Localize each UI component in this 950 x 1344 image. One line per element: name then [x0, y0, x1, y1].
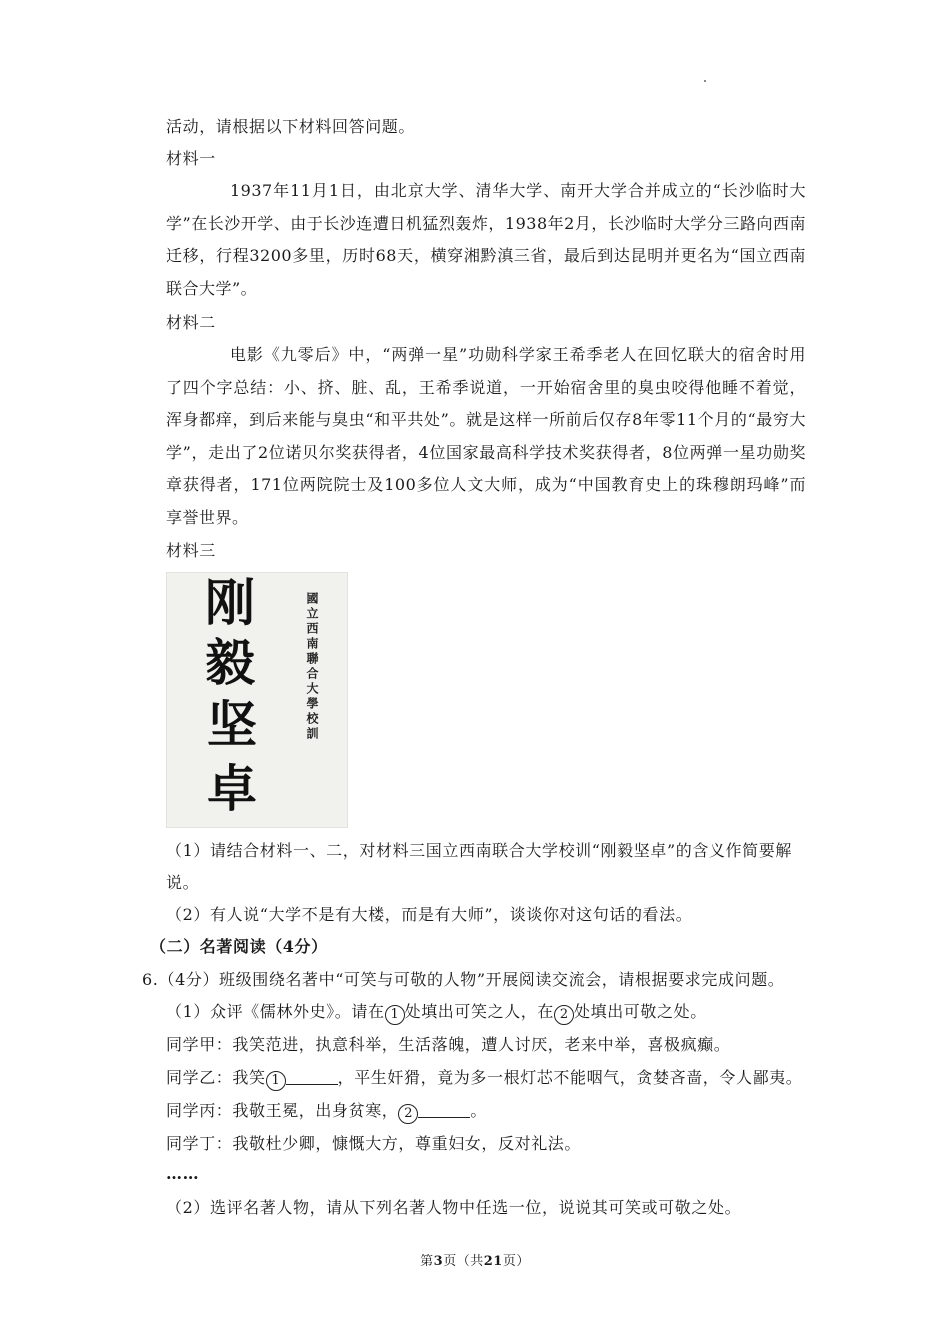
school-motto-calligraphy-image: [166, 572, 348, 828]
question-1-line-1: （1）请结合材料一、二，对材料三国立西南联合大学校训“刚毅坚卓”的含义作简要解: [166, 841, 792, 860]
student-b-line: [166, 1068, 802, 1091]
footer-total-pages: 21: [483, 1254, 503, 1269]
footer-page-number: 3: [433, 1254, 444, 1269]
circled-marker-1: 1: [266, 1071, 286, 1091]
circled-marker-2: 2: [554, 1005, 574, 1025]
material-2-title: 材料二: [166, 313, 216, 332]
student-c-pre: 同学丙：我敬王冕，出身贫寒，: [166, 1101, 399, 1120]
question-6-2: （2）选评名著人物，请从下列名著人物中任选一位，说说其可笑或可敬之处。: [166, 1198, 742, 1217]
material-1-title: 材料一: [166, 149, 216, 168]
footer-mid: 页（共: [443, 1254, 484, 1269]
student-b-pre: 同学乙：我笑: [166, 1068, 266, 1087]
question-6-1-post: 处填出可敬之处。: [574, 1002, 707, 1021]
section-2-heading: （二）名著阅读（4分）: [150, 937, 328, 956]
circled-marker-1: 1: [385, 1005, 405, 1025]
student-c-post: 。: [470, 1101, 488, 1120]
motto-char-1: 刚: [205, 573, 255, 632]
answer-blank-2[interactable]: [418, 1101, 470, 1118]
speck-mark: [704, 80, 706, 82]
question-6: 6.（4分）班级围绕名著中“可笑与可敬的人物”开展阅读交流会，请根据要求完成问题。: [142, 970, 785, 989]
question-1-line-2: 说。: [166, 873, 200, 892]
footer-pre: 第: [420, 1254, 434, 1269]
student-d-line: 同学丁：我敬杜少卿，慷慨大方，尊重妇女，反对礼法。: [166, 1134, 582, 1153]
student-a-line: 同学甲：我笑范进，执意科举，生活落魄，遭人讨厌，老来中举，喜极疯癫。: [166, 1035, 731, 1054]
question-2: （2）有人说“大学不是有大楼，而是有大师”，谈谈你对这句话的看法。: [166, 905, 693, 924]
material-1-text: 1937年11月1日，由北京大学、清华大学、南开大学合并成立的“长沙临时大学”在长沙开学、由于长沙连遭日机猛烈轰炸，1938年2月，长沙临时大学分三路向西南迁移，行程3200多里，历时68天，横穿湘黔滇三省，最后到达昆明并更名为“国立西南联合大学”。: [166, 181, 806, 298]
question-6-1-mid: 处填出可笑之人，在: [404, 1002, 554, 1021]
motto-char-3: 坚: [207, 695, 257, 754]
motto-char-4: 卓: [207, 759, 257, 818]
footer-post: 页）: [502, 1254, 530, 1269]
student-c-line: [166, 1101, 487, 1124]
answer-blank-1[interactable]: [286, 1068, 338, 1085]
question-6-1-pre: （1）众评《儒林外史》。请在: [166, 1002, 385, 1021]
question-6-1: [166, 1002, 707, 1025]
student-b-post: ，平生奸猾，竟为多一根灯芯不能咽气，贪婪吝啬，令人鄙夷。: [337, 1068, 803, 1087]
material-2-text: 电影《九零后》中，“两弹一星”功勋科学家王希季老人在回忆联大的宿舍时用了四个字总结：小、挤、脏、乱，王希季说道，一开始宿舍里的臭虫咬得他睡不着觉，浑身都痒，到后来能与臭虫“和平共处”。就是这样一所前后仅存8年零11个月的“最穷大学”，走出了2位诺贝尔奖获得者，4位国家最高科学技术奖获得者，8位两弹一星功勋奖章获得者，171位两院院士及100多位人文大师，成为“中国教育史上的珠穆朗玛峰”而享誉世界。: [166, 345, 806, 527]
motto-char-2: 毅: [205, 633, 255, 692]
material-3-title: 材料三: [166, 541, 216, 560]
continuation-text: 活动，请根据以下材料回答问题。: [166, 117, 416, 136]
circled-marker-2: 2: [398, 1104, 418, 1124]
ellipsis: ……: [166, 1164, 200, 1183]
page-footer: [0, 1250, 950, 1269]
motto-side-inscription: 國立西南聯合大學校訓: [305, 592, 319, 742]
